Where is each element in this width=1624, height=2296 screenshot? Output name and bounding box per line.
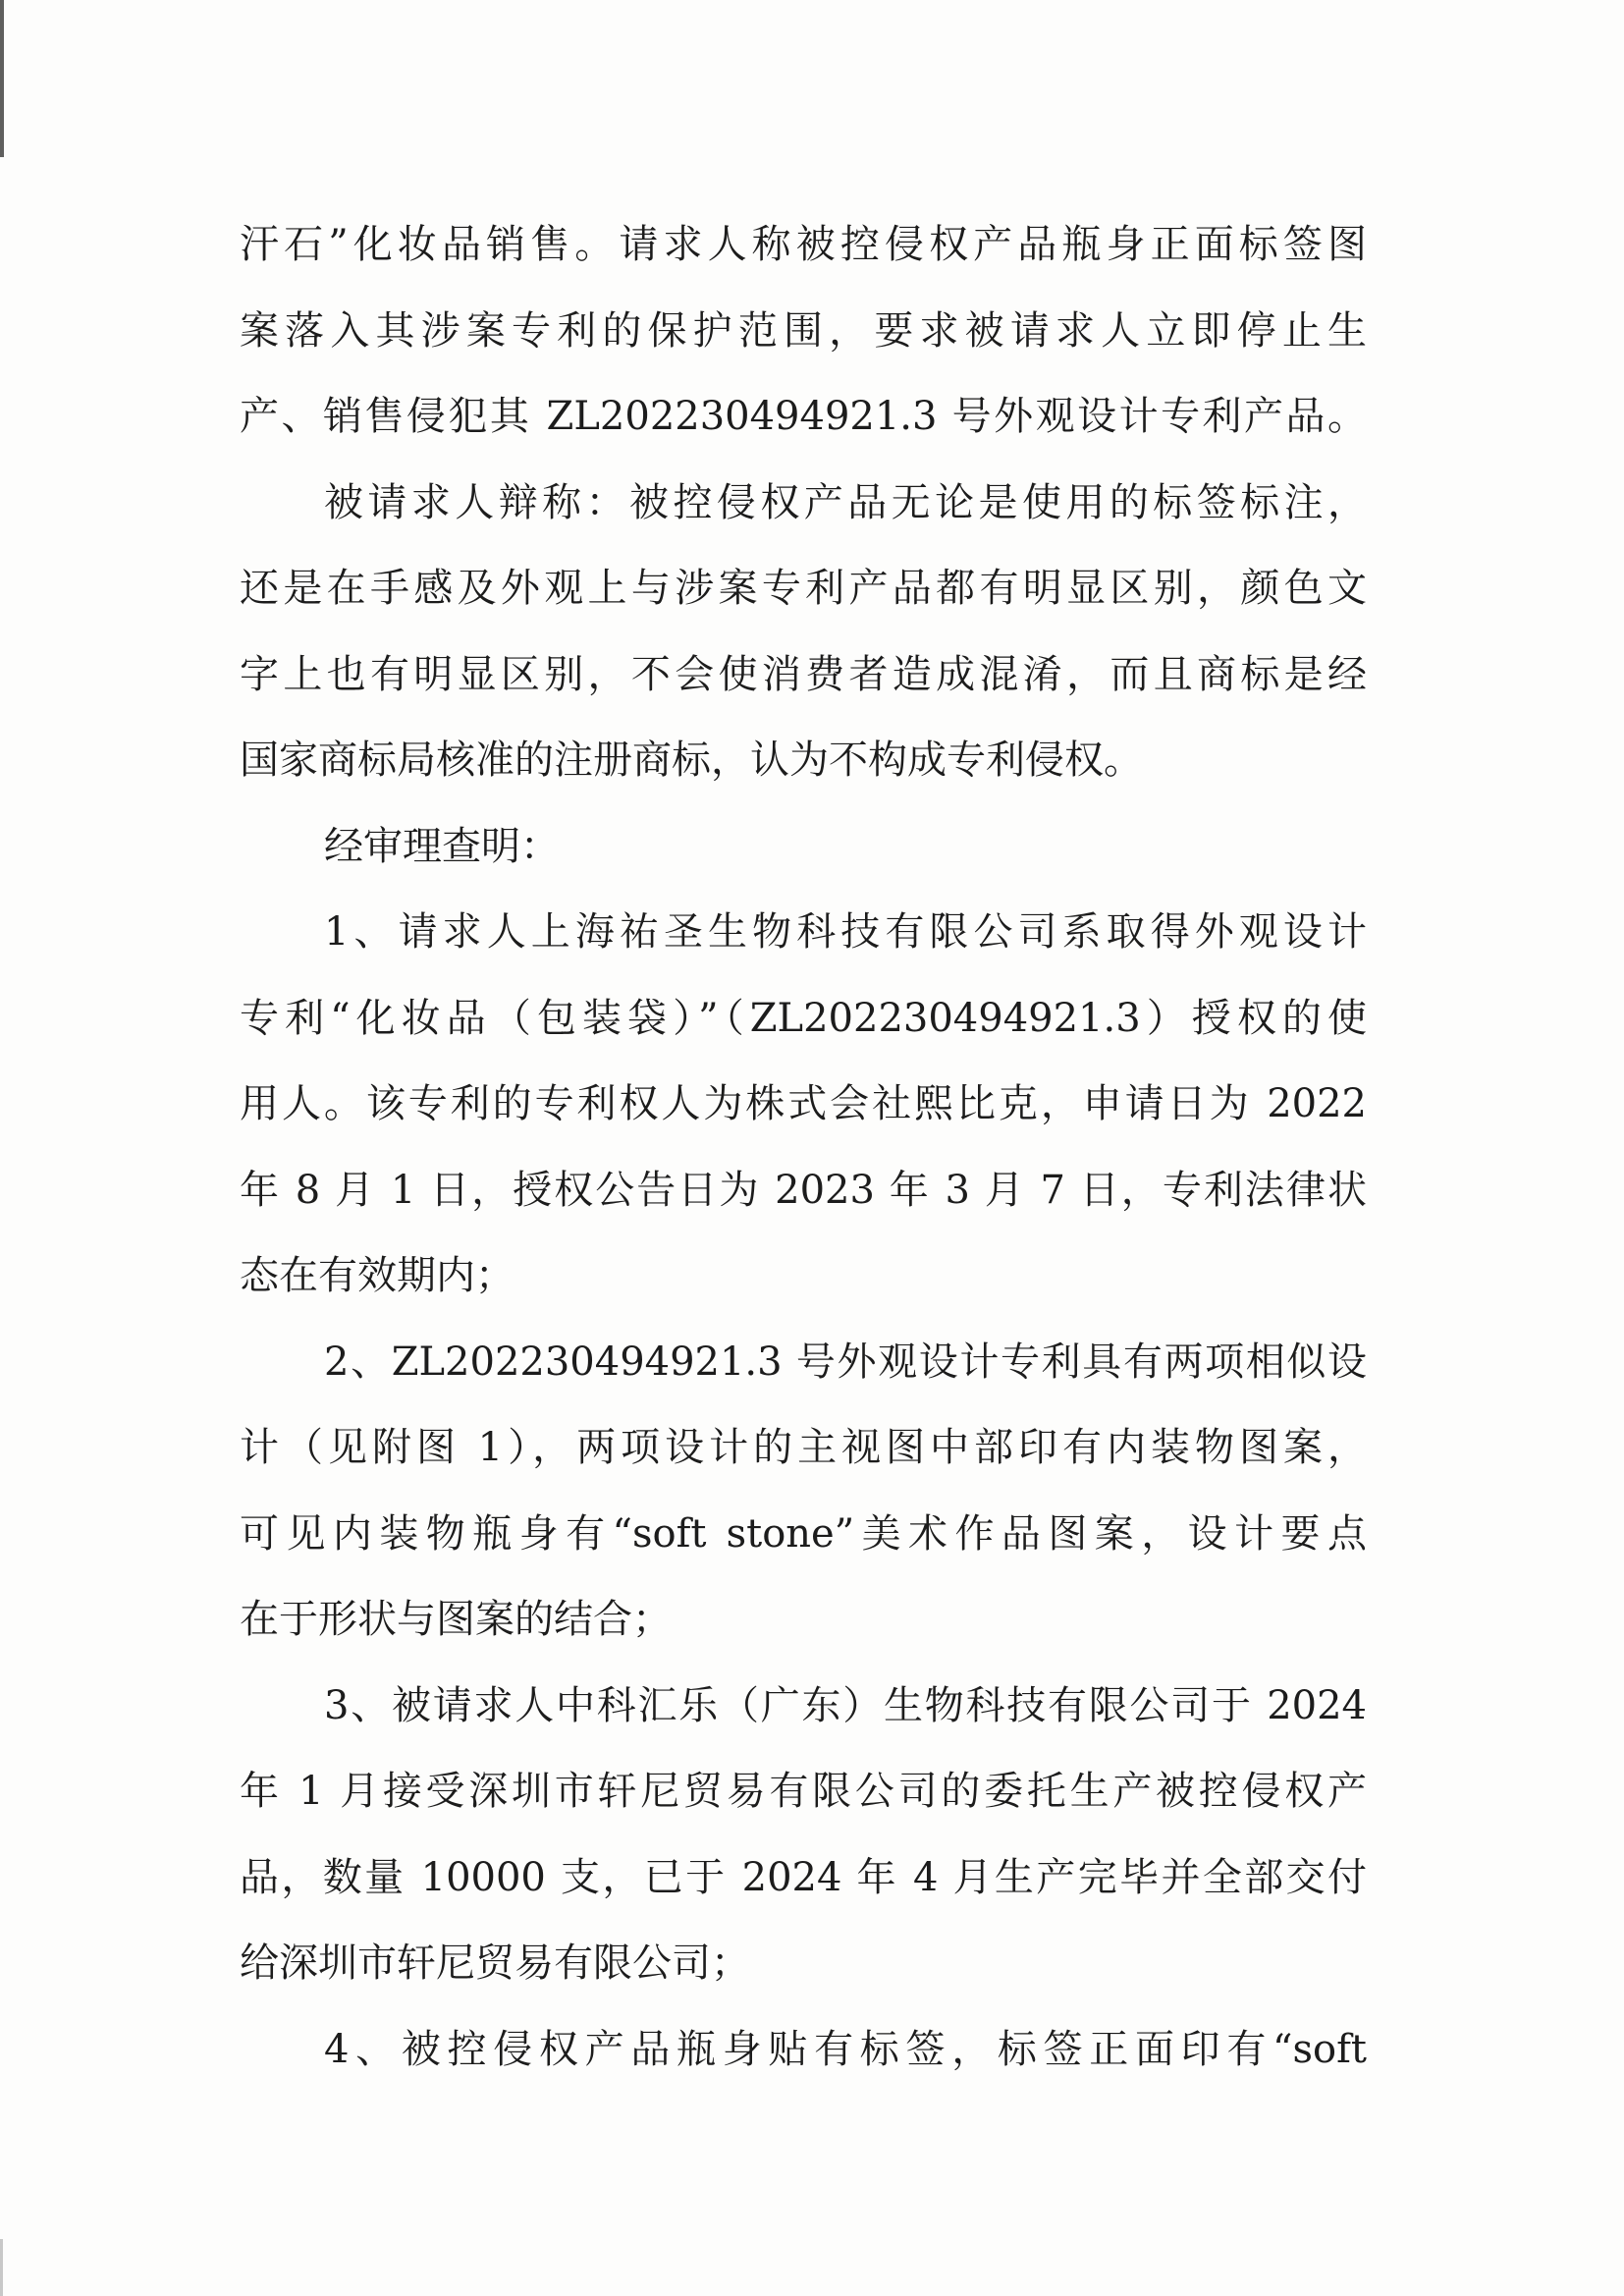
text-line: 年 1 月接受深圳市轩尼贸易有限公司的委托生产被控侵权产 [240,1769,1367,1814]
text-line: 汗石”化妆品销售。请求人称被控侵权产品瓶身正面标签图 [240,222,1367,267]
text-line: 在于形状与图案的结合； [240,1597,672,1642]
paragraph-first-line: 1、请求人上海祐圣生物科技有限公司系取得外观设计 [324,909,1367,955]
text-line: 字上也有明显区别，不会使消费者造成混淆，而且商标是经 [240,651,1367,697]
paragraph-first-line: 4、被控侵权产品瓶身贴有标签，标签正面印有“soft [324,2026,1367,2072]
scan-edge-mark-bottom [0,2239,3,2296]
paragraph-first-line: 3、被请求人中科汇乐（广东）生物科技有限公司于 2024 [324,1682,1367,1728]
text-line: 可见内装物瓶身有“soft stone”美术作品图案，设计要点 [240,1510,1367,1557]
text-line: 年 8 月 1 日，授权公告日为 2023 年 3 月 7 日，专利法律状 [240,1167,1367,1213]
body-text [240,202,1367,2093]
text-line: 还是在手感及外观上与涉案专利产品都有明显区别，颜色文 [240,566,1367,611]
section-heading: 经审理查明： [324,823,560,869]
paragraph-first-line: 2、ZL202230494921.3 号外观设计专利具有两项相似设 [324,1339,1367,1385]
text-line: 案落入其涉案专利的保护范围，要求被请求人立即停止生 [240,307,1367,354]
text-line: 给深圳市轩尼贸易有限公司； [240,1941,750,1986]
text-line: 专利“化妆品（包装袋）”（ZL202230494921.3）授权的使 [240,995,1367,1041]
text-line: 国家商标局核准的注册商标，认为不构成专利侵权。 [240,738,1143,783]
text-line: 品，数量 10000 支，已于 2024 年 4 月生产完毕并全部交付 [240,1854,1367,1900]
text-line: 态在有效期内； [240,1253,514,1298]
scan-edge-mark [0,0,4,157]
text-line: 产、销售侵犯其 ZL202230494921.3 号外观设计专利产品。 [240,394,1367,439]
text-line: 用人。该专利的专利权人为株式会社熙比克，申请日为 2022 [240,1081,1367,1126]
paragraph-first-line: 被请求人辩称：被控侵权产品无论是使用的标签标注， [324,479,1367,525]
text-line: 计（见附图 1），两项设计的主视图中部印有内装物图案， [240,1425,1367,1470]
